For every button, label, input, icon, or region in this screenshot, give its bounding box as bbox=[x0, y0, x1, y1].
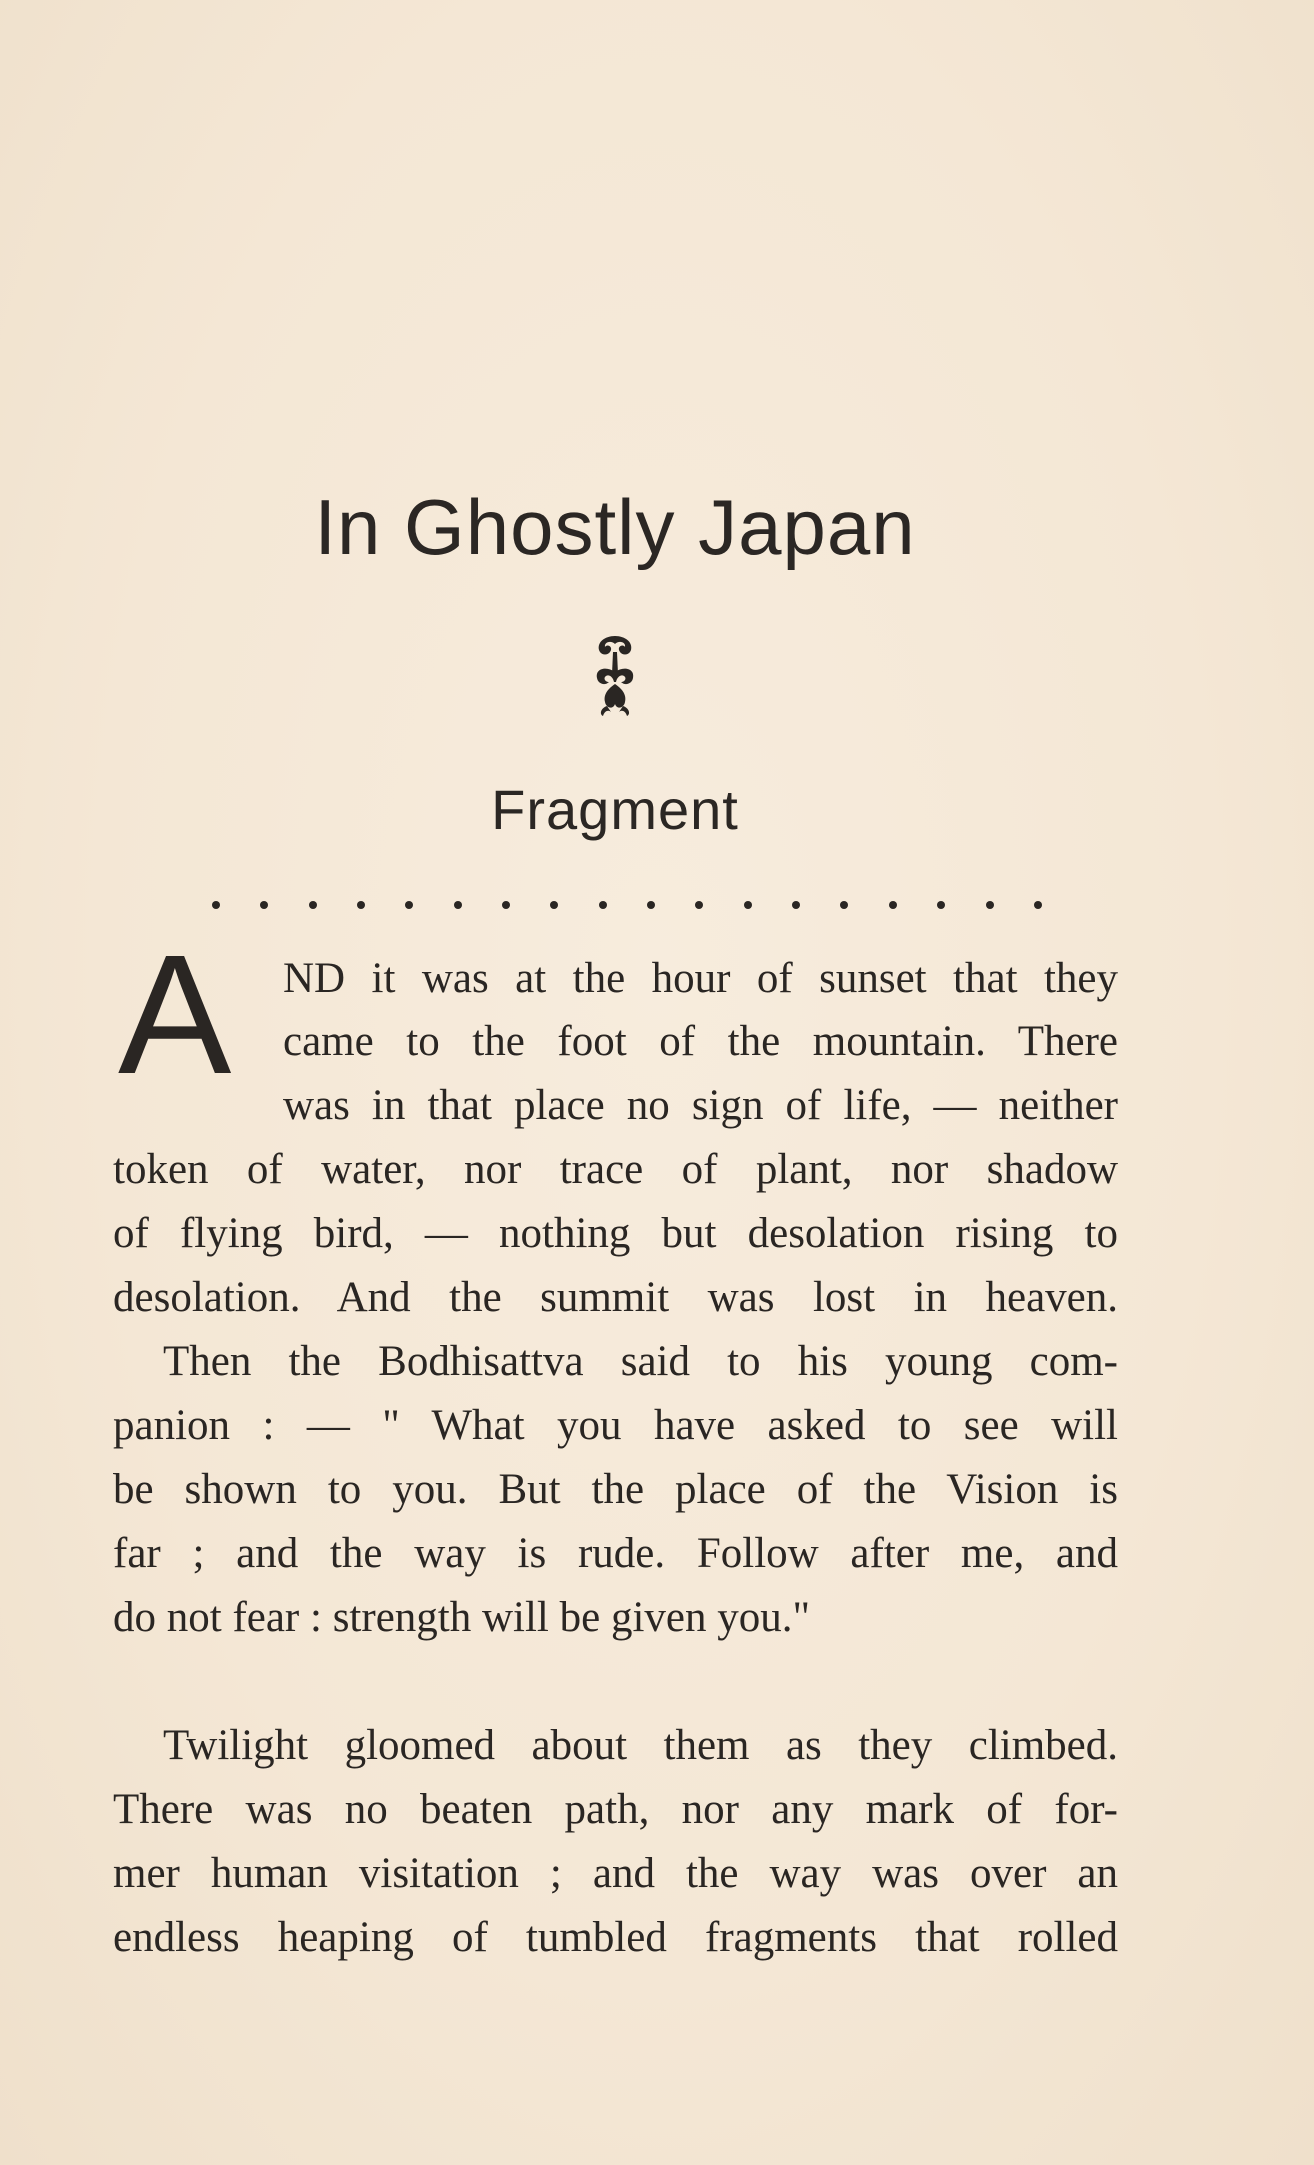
text-line: Then the Bodhisattva said to his young com- bbox=[163, 1338, 1118, 1385]
text-line: came to the foot of the mountain. There bbox=[283, 1018, 1118, 1065]
ellipsis-dot bbox=[647, 901, 655, 909]
ellipsis-dot bbox=[1034, 901, 1042, 909]
drop-cap: A bbox=[118, 920, 232, 1110]
chapter-title: Fragment bbox=[491, 778, 739, 841]
ellipsis-dot bbox=[792, 901, 800, 909]
text-line: be shown to you. But the place of the Vision is bbox=[113, 1466, 1118, 1513]
ellipsis-dot bbox=[840, 901, 848, 909]
fleuron-icon bbox=[585, 632, 645, 718]
ellipsis-dot bbox=[937, 901, 945, 909]
text-line: of flying bird, — nothing but desolation rising to bbox=[113, 1210, 1118, 1257]
text-line: panion : — " What you have asked to see will bbox=[113, 1402, 1118, 1449]
text-line: mer human visitation ; and the way was over an bbox=[113, 1850, 1118, 1897]
ellipsis-dot bbox=[405, 901, 413, 909]
ellipsis-dot bbox=[889, 901, 897, 909]
text-line: was in that place no sign of life, — neither bbox=[283, 1082, 1118, 1129]
book-title: In Ghostly Japan bbox=[314, 483, 916, 571]
ellipsis-dot bbox=[695, 901, 703, 909]
ellipsis-dot bbox=[550, 901, 558, 909]
ellipsis-dot bbox=[260, 901, 268, 909]
text-line: token of water, nor trace of plant, nor shadow bbox=[113, 1146, 1118, 1193]
ellipsis-dot bbox=[502, 901, 510, 909]
text-line: endless heaping of tumbled fragments that rolled bbox=[113, 1914, 1118, 1961]
text-line: do not fear : strength will be given you." bbox=[113, 1594, 811, 1641]
ellipsis-row bbox=[212, 890, 1042, 920]
ellipsis-dot bbox=[986, 901, 994, 909]
ellipsis-dot bbox=[357, 901, 365, 909]
text-line: far ; and the way is rude. Follow after me, and bbox=[113, 1530, 1118, 1577]
text-line: ND it was at the hour of sunset that they bbox=[283, 955, 1118, 1002]
ellipsis-dot bbox=[212, 901, 220, 909]
text-line: Twilight gloomed about them as they climbed. bbox=[163, 1722, 1118, 1769]
ellipsis-dot bbox=[454, 901, 462, 909]
ellipsis-dot bbox=[744, 901, 752, 909]
ellipsis-dot bbox=[599, 901, 607, 909]
text-line: There was no beaten path, nor any mark of for- bbox=[113, 1786, 1118, 1833]
text-line: desolation. And the summit was lost in heaven. bbox=[113, 1274, 1118, 1321]
ellipsis-dot bbox=[309, 901, 317, 909]
